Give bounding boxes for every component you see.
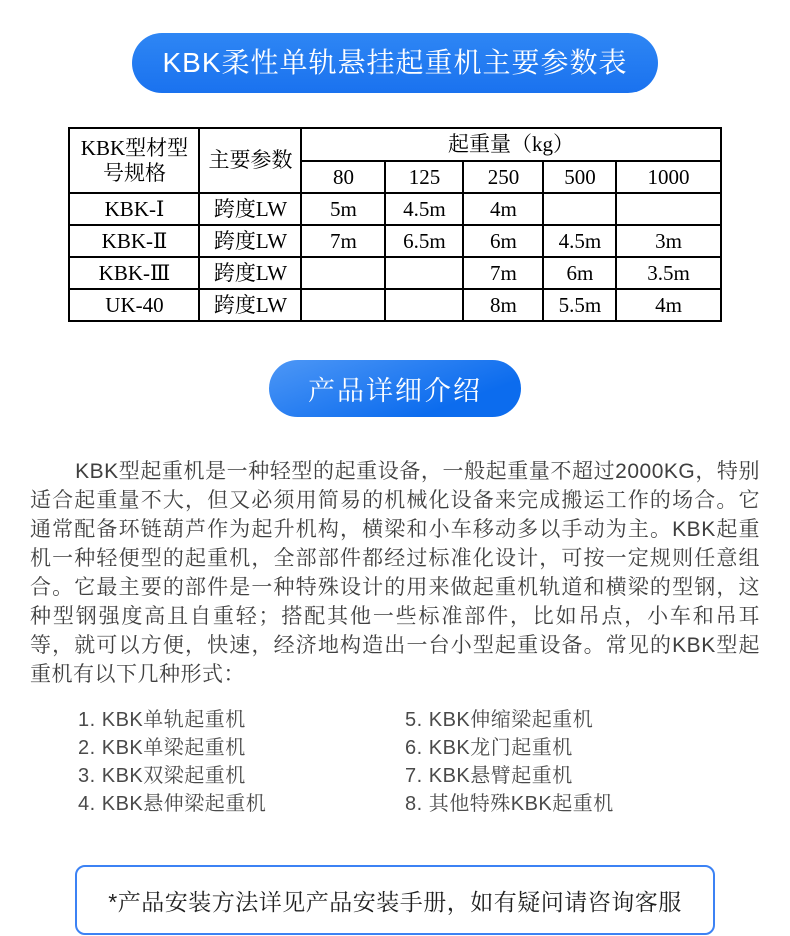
- cell-value: 4.5m: [543, 225, 616, 257]
- cell-param: 跨度LW: [199, 289, 301, 321]
- crane-type-list-right: [405, 706, 732, 818]
- crane-type-list: [0, 706, 790, 818]
- cell-value: [301, 289, 385, 321]
- table-row-kbk1: [69, 193, 720, 225]
- list-item: 2. KBK单梁起重机: [78, 737, 246, 759]
- cell-value: 6.5m: [385, 225, 463, 257]
- intro-paragraph: KBK型起重机是一种轻型的起重设备，一般起重量不超过2000KG，特别适合起重量不大，但又必须用简易的机械化设备来完成搬运工作的场合。它通常配备环链葫芦作为起升机构，横梁和小车移动多以手动为主。KBK起重机一种轻便型的起重机，全部部件都经过标准化设计，可按一定规则任意组合。它最主要的部件是一种特殊设计的用来做起重机轨道和横梁的型钢，这种型钢强度高且自重轻；搭配其他一些标准部件，比如吊点，小车和吊耳等，就可以方便，快速，经济地构造出一台小型起重设备。常见的KBK型起重机有以下几种形式：: [30, 460, 760, 686]
- cell-value: [385, 289, 463, 321]
- cell-value: [301, 257, 385, 289]
- cell-value: 5.5m: [543, 289, 616, 321]
- table-header-row-1: [69, 128, 720, 161]
- col-header-param: 主要参数: [199, 128, 301, 193]
- list-item: 1. KBK单轨起重机: [78, 709, 246, 731]
- table-row-kbk3: [69, 257, 720, 289]
- cell-value: 5m: [301, 193, 385, 225]
- cell-value: [385, 257, 463, 289]
- list-item: 3. KBK双梁起重机: [78, 765, 246, 787]
- list-item: 4. KBK悬伸梁起重机: [78, 793, 267, 815]
- cell-value: 6m: [543, 257, 616, 289]
- cell-value: [543, 193, 616, 225]
- list-item: 5. KBK伸缩梁起重机: [405, 709, 594, 731]
- col-header-250: 250: [463, 161, 543, 193]
- cell-param: 跨度LW: [199, 193, 301, 225]
- cell-value: 4m: [616, 289, 720, 321]
- col-header-125: 125: [385, 161, 463, 193]
- list-item: 6. KBK龙门起重机: [405, 737, 573, 759]
- install-note-box: [75, 865, 715, 935]
- parameters-table: [68, 127, 721, 322]
- crane-type-list-left: [78, 706, 405, 818]
- table-row-uk40: [69, 289, 720, 321]
- product-detail-button[interactable]: 产品详细介绍: [269, 360, 521, 417]
- cell-value: 4.5m: [385, 193, 463, 225]
- list-item: 7. KBK悬臂起重机: [405, 765, 573, 787]
- cell-value: 7m: [463, 257, 543, 289]
- cell-model: UK-40: [69, 289, 199, 321]
- table-row-kbk2: [69, 225, 720, 257]
- cell-param: 跨度LW: [199, 225, 301, 257]
- page-title: KBK柔性单轨悬挂起重机主要参数表: [132, 33, 657, 93]
- col-header-500: 500: [543, 161, 616, 193]
- cell-value: 4m: [463, 193, 543, 225]
- cell-value: [616, 193, 720, 225]
- cell-param: 跨度LW: [199, 257, 301, 289]
- cell-value: 7m: [301, 225, 385, 257]
- install-note-text: *产品安装方法详见产品安装手册，如有疑问请咨询客服: [108, 888, 682, 915]
- cell-value: 8m: [463, 289, 543, 321]
- cell-value: 6m: [463, 225, 543, 257]
- col-header-1000: 1000: [616, 161, 720, 193]
- cell-model: KBK-Ⅱ: [69, 225, 199, 257]
- col-header-capacity-group: 起重量（kg）: [301, 128, 720, 161]
- cell-model: KBK-Ⅲ: [69, 257, 199, 289]
- cell-value: 3m: [616, 225, 720, 257]
- list-item: 8. 其他特殊KBK起重机: [405, 793, 614, 815]
- col-header-model: KBK型材型号规格: [69, 128, 199, 193]
- col-header-80: 80: [301, 161, 385, 193]
- product-detail-page: [0, 33, 790, 935]
- cell-model: KBK-Ⅰ: [69, 193, 199, 225]
- cell-value: 3.5m: [616, 257, 720, 289]
